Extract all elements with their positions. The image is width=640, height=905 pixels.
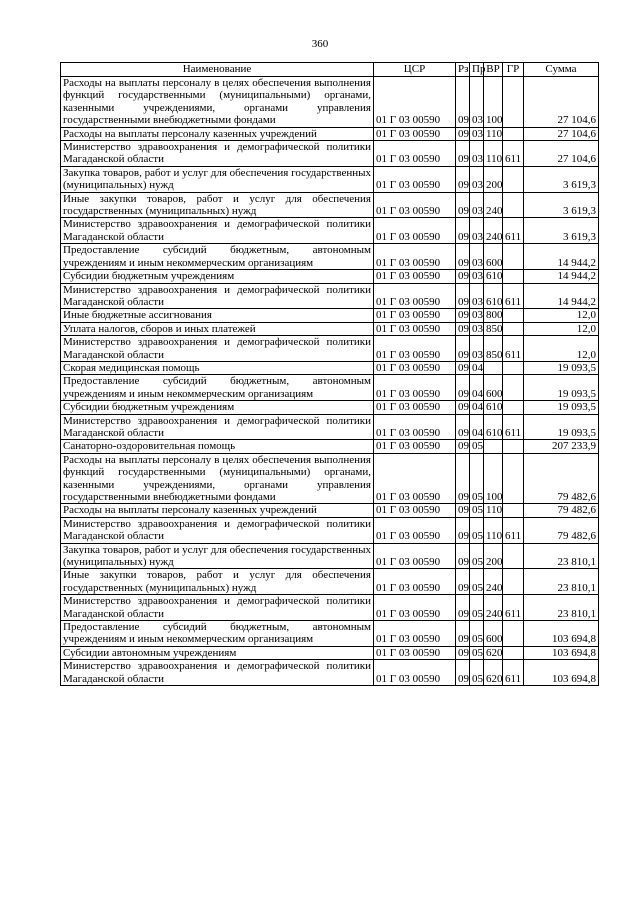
cell-rz: 09 (456, 595, 470, 621)
cell-csr: 01 Г 03 00590 (374, 141, 456, 167)
table-row (61, 375, 599, 401)
cell-sum: 19 093,5 (524, 414, 599, 440)
cell-sum: 79 482,6 (524, 453, 599, 504)
cell-gr: 611 (503, 595, 524, 621)
cell-csr: 01 Г 03 00590 (374, 595, 456, 621)
table-row (61, 127, 599, 140)
cell-rz: 09 (456, 336, 470, 362)
table-row (61, 218, 599, 244)
cell-rz: 09 (456, 504, 470, 517)
cell-csr: 01 Г 03 00590 (374, 309, 456, 322)
cell-vr: 600 (484, 621, 503, 647)
table-row (61, 361, 599, 374)
cell-name: Министерство здравоохранения и демографической политики Магаданской области (61, 414, 374, 440)
cell-vr: 240 (484, 595, 503, 621)
cell-csr: 01 Г 03 00590 (374, 218, 456, 244)
cell-gr: 611 (503, 517, 524, 543)
cell-rz: 09 (456, 77, 470, 128)
table-row (61, 322, 599, 335)
cell-sum: 23 810,1 (524, 595, 599, 621)
cell-sum: 19 093,5 (524, 361, 599, 374)
cell-rz: 09 (456, 543, 470, 569)
cell-vr: 110 (484, 141, 503, 167)
table-row (61, 595, 599, 621)
cell-rz: 09 (456, 414, 470, 440)
cell-gr: 611 (503, 283, 524, 309)
cell-vr: 620 (484, 646, 503, 659)
cell-gr (503, 375, 524, 401)
cell-name: Субсидии автономным учреждениям (61, 646, 374, 659)
cell-name: Закупка товаров, работ и услуг для обеспечения государственных (муниципальных) нужд (61, 166, 374, 192)
cell-csr: 01 Г 03 00590 (374, 453, 456, 504)
cell-rz: 09 (456, 646, 470, 659)
cell-sum: 79 482,6 (524, 504, 599, 517)
cell-vr: 610 (484, 283, 503, 309)
cell-csr: 01 Г 03 00590 (374, 504, 456, 517)
header-sum: Сумма (524, 63, 599, 77)
cell-vr: 240 (484, 569, 503, 595)
cell-rz: 09 (456, 309, 470, 322)
cell-vr: 110 (484, 517, 503, 543)
cell-name: Министерство здравоохранения и демографической политики Магаданской области (61, 218, 374, 244)
cell-rz: 09 (456, 440, 470, 453)
cell-gr: 611 (503, 336, 524, 362)
cell-pr: 03 (470, 309, 484, 322)
table-row (61, 309, 599, 322)
cell-name: Субсидии бюджетным учреждениям (61, 401, 374, 414)
cell-pr: 05 (470, 621, 484, 647)
header-csr: ЦСР (374, 63, 456, 77)
cell-gr (503, 309, 524, 322)
table-body (61, 77, 599, 686)
cell-rz: 09 (456, 569, 470, 595)
cell-sum: 12,0 (524, 309, 599, 322)
cell-gr (503, 166, 524, 192)
cell-csr: 01 Г 03 00590 (374, 192, 456, 218)
cell-csr: 01 Г 03 00590 (374, 569, 456, 595)
page-number: 360 (311, 38, 329, 50)
cell-pr: 03 (470, 77, 484, 128)
cell-vr: 850 (484, 336, 503, 362)
cell-vr: 850 (484, 322, 503, 335)
cell-gr (503, 270, 524, 283)
cell-pr: 03 (470, 141, 484, 167)
table-row (61, 646, 599, 659)
cell-vr: 610 (484, 270, 503, 283)
cell-name: Скорая медицинская помощь (61, 361, 374, 374)
cell-pr: 05 (470, 646, 484, 659)
cell-name: Министерство здравоохранения и демографической политики Магаданской области (61, 595, 374, 621)
cell-rz: 09 (456, 141, 470, 167)
cell-csr: 01 Г 03 00590 (374, 543, 456, 569)
cell-sum: 3 619,3 (524, 218, 599, 244)
cell-rz: 09 (456, 270, 470, 283)
table-row (61, 336, 599, 362)
cell-vr: 100 (484, 77, 503, 128)
cell-csr: 01 Г 03 00590 (374, 77, 456, 128)
cell-pr: 03 (470, 127, 484, 140)
cell-name: Закупка товаров, работ и услуг для обеспечения государственных (муниципальных) нужд (61, 543, 374, 569)
cell-name: Предоставление субсидий бюджетным, автономным учреждениям и иным некоммерческим организациям (61, 621, 374, 647)
cell-sum: 19 093,5 (524, 375, 599, 401)
cell-sum: 79 482,6 (524, 517, 599, 543)
cell-vr: 800 (484, 309, 503, 322)
cell-vr: 240 (484, 192, 503, 218)
cell-rz: 09 (456, 621, 470, 647)
header-vr: ВР (484, 63, 503, 77)
cell-name: Расходы на выплаты персоналу казенных учреждений (61, 504, 374, 517)
cell-sum: 207 233,9 (524, 440, 599, 453)
cell-name: Министерство здравоохранения и демографической политики Магаданской области (61, 336, 374, 362)
cell-gr: 611 (503, 660, 524, 686)
cell-name: Предоставление субсидий бюджетным, автономным учреждениям и иным некоммерческим организациям (61, 244, 374, 270)
cell-name: Иные закупки товаров, работ и услуг для обеспечения государственных (муниципальных) нужд (61, 192, 374, 218)
cell-csr: 01 Г 03 00590 (374, 621, 456, 647)
cell-rz: 09 (456, 401, 470, 414)
cell-gr (503, 361, 524, 374)
header-rz: Рз (456, 63, 470, 77)
table-row (61, 453, 599, 504)
cell-pr: 03 (470, 218, 484, 244)
cell-sum: 103 694,8 (524, 621, 599, 647)
cell-rz: 09 (456, 127, 470, 140)
cell-vr: 620 (484, 660, 503, 686)
cell-sum: 14 944,2 (524, 283, 599, 309)
cell-rz: 09 (456, 218, 470, 244)
cell-rz: 09 (456, 283, 470, 309)
header-pr: Пр (470, 63, 484, 77)
cell-vr: 610 (484, 414, 503, 440)
cell-rz: 09 (456, 166, 470, 192)
cell-sum: 23 810,1 (524, 569, 599, 595)
cell-rz: 09 (456, 322, 470, 335)
cell-pr: 04 (470, 414, 484, 440)
cell-gr (503, 504, 524, 517)
cell-name: Субсидии бюджетным учреждениям (61, 270, 374, 283)
cell-pr: 05 (470, 517, 484, 543)
cell-gr (503, 569, 524, 595)
cell-rz: 09 (456, 375, 470, 401)
cell-gr (503, 322, 524, 335)
table-row (61, 569, 599, 595)
cell-vr: 610 (484, 401, 503, 414)
cell-sum: 23 810,1 (524, 543, 599, 569)
cell-sum: 14 944,2 (524, 270, 599, 283)
cell-gr (503, 621, 524, 647)
table-header-row (61, 63, 599, 77)
cell-rz: 09 (456, 517, 470, 543)
cell-csr: 01 Г 03 00590 (374, 336, 456, 362)
cell-rz: 09 (456, 660, 470, 686)
cell-vr: 600 (484, 375, 503, 401)
cell-vr: 240 (484, 218, 503, 244)
header-name: Наименование (61, 63, 374, 77)
cell-vr: 200 (484, 166, 503, 192)
cell-gr (503, 401, 524, 414)
cell-gr (503, 646, 524, 659)
cell-gr (503, 543, 524, 569)
cell-name: Иные закупки товаров, работ и услуг для обеспечения государственных (муниципальных) нужд (61, 569, 374, 595)
cell-gr: 611 (503, 141, 524, 167)
cell-name: Министерство здравоохранения и демографической политики Магаданской области (61, 141, 374, 167)
table-row (61, 244, 599, 270)
cell-pr: 03 (470, 270, 484, 283)
cell-gr (503, 453, 524, 504)
cell-pr: 05 (470, 660, 484, 686)
table-row (61, 270, 599, 283)
cell-pr: 05 (470, 440, 484, 453)
cell-pr: 04 (470, 375, 484, 401)
table-row (61, 166, 599, 192)
cell-pr: 05 (470, 543, 484, 569)
cell-sum: 19 093,5 (524, 401, 599, 414)
cell-csr: 01 Г 03 00590 (374, 440, 456, 453)
cell-csr: 01 Г 03 00590 (374, 361, 456, 374)
cell-name: Расходы на выплаты персоналу в целях обеспечения выполнения функций государственными (муниципальными) органами, казенными учреждениями, органами управления государственными внебюджетными фондами (61, 453, 374, 504)
cell-sum: 27 104,6 (524, 127, 599, 140)
cell-pr: 05 (470, 504, 484, 517)
table-row (61, 283, 599, 309)
cell-vr: 110 (484, 127, 503, 140)
cell-csr: 01 Г 03 00590 (374, 322, 456, 335)
cell-vr: 200 (484, 543, 503, 569)
cell-pr: 03 (470, 283, 484, 309)
cell-csr: 01 Г 03 00590 (374, 401, 456, 414)
cell-csr: 01 Г 03 00590 (374, 166, 456, 192)
cell-sum: 27 104,6 (524, 77, 599, 128)
table-row (61, 621, 599, 647)
cell-name: Министерство здравоохранения и демографической политики Магаданской области (61, 283, 374, 309)
cell-name: Министерство здравоохранения и демографической политики Магаданской области (61, 660, 374, 686)
cell-csr: 01 Г 03 00590 (374, 244, 456, 270)
cell-gr: 611 (503, 218, 524, 244)
cell-gr: 611 (503, 414, 524, 440)
table-row (61, 440, 599, 453)
cell-sum: 14 944,2 (524, 244, 599, 270)
cell-sum: 3 619,3 (524, 192, 599, 218)
table-row (61, 77, 599, 128)
cell-pr: 05 (470, 569, 484, 595)
budget-table (60, 62, 599, 686)
cell-sum: 3 619,3 (524, 166, 599, 192)
cell-sum: 103 694,8 (524, 646, 599, 659)
cell-pr: 03 (470, 244, 484, 270)
cell-gr (503, 192, 524, 218)
table-row (61, 401, 599, 414)
cell-name: Уплата налогов, сборов и иных платежей (61, 322, 374, 335)
cell-pr: 04 (470, 361, 484, 374)
header-gr: ГР (503, 63, 524, 77)
cell-rz: 09 (456, 453, 470, 504)
cell-sum: 12,0 (524, 322, 599, 335)
cell-name: Расходы на выплаты персоналу в целях обеспечения выполнения функций государственными (муниципальными) органами, казенными учреждениями, органами управления государственными внебюджетными фондами (61, 77, 374, 128)
cell-pr: 03 (470, 192, 484, 218)
cell-name: Расходы на выплаты персоналу казенных учреждений (61, 127, 374, 140)
cell-vr: 600 (484, 244, 503, 270)
cell-csr: 01 Г 03 00590 (374, 375, 456, 401)
cell-csr: 01 Г 03 00590 (374, 517, 456, 543)
cell-sum: 103 694,8 (524, 660, 599, 686)
table-row (61, 192, 599, 218)
cell-gr (503, 77, 524, 128)
cell-csr: 01 Г 03 00590 (374, 660, 456, 686)
cell-name: Предоставление субсидий бюджетным, автономным учреждениям и иным некоммерческим организациям (61, 375, 374, 401)
cell-csr: 01 Г 03 00590 (374, 270, 456, 283)
cell-rz: 09 (456, 244, 470, 270)
cell-vr (484, 361, 503, 374)
cell-sum: 12,0 (524, 336, 599, 362)
cell-pr: 03 (470, 336, 484, 362)
cell-vr: 110 (484, 504, 503, 517)
cell-gr (503, 127, 524, 140)
cell-csr: 01 Г 03 00590 (374, 414, 456, 440)
cell-pr: 05 (470, 453, 484, 504)
cell-name: Санаторно-оздоровительная помощь (61, 440, 374, 453)
cell-gr (503, 440, 524, 453)
cell-pr: 03 (470, 322, 484, 335)
cell-sum: 27 104,6 (524, 141, 599, 167)
cell-vr: 100 (484, 453, 503, 504)
cell-name: Министерство здравоохранения и демографической политики Магаданской области (61, 517, 374, 543)
cell-pr: 03 (470, 166, 484, 192)
cell-csr: 01 Г 03 00590 (374, 646, 456, 659)
cell-name: Иные бюджетные ассигнования (61, 309, 374, 322)
cell-vr (484, 440, 503, 453)
table-row (61, 504, 599, 517)
table-row (61, 543, 599, 569)
cell-csr: 01 Г 03 00590 (374, 283, 456, 309)
cell-pr: 05 (470, 595, 484, 621)
cell-rz: 09 (456, 361, 470, 374)
cell-pr: 04 (470, 401, 484, 414)
cell-csr: 01 Г 03 00590 (374, 127, 456, 140)
table-row (61, 517, 599, 543)
cell-gr (503, 244, 524, 270)
table-row (61, 660, 599, 686)
table-row (61, 414, 599, 440)
table-row (61, 141, 599, 167)
cell-rz: 09 (456, 192, 470, 218)
